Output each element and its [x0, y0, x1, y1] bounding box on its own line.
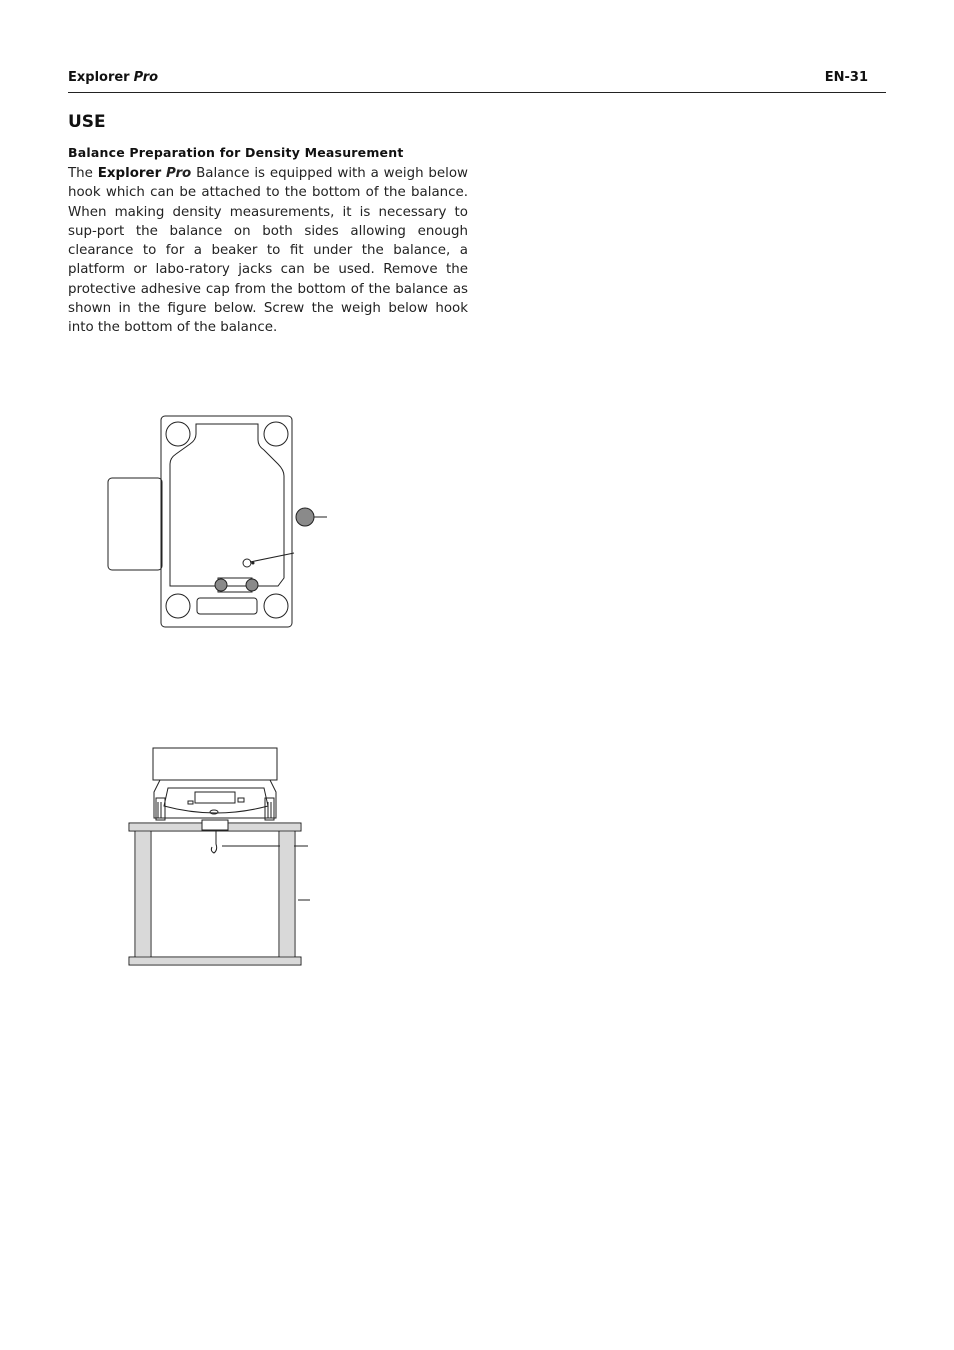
balance-bottom-view-figure — [100, 410, 340, 635]
header-title-italic: Pro — [133, 70, 159, 85]
balance-body — [154, 780, 276, 818]
paragraph-intro: The — [68, 166, 98, 181]
roller-left — [215, 579, 227, 591]
header-title-main: Explorer — [68, 70, 130, 85]
roller-right — [246, 579, 258, 591]
page-number: EN-31 — [824, 70, 868, 85]
foot-top-left — [166, 422, 190, 446]
body-paragraph — [68, 164, 468, 338]
header-title — [68, 70, 158, 85]
paragraph-bold-brand: Explorer — [97, 166, 162, 181]
foot-bottom-left — [166, 594, 190, 618]
base-recess-outline — [170, 424, 284, 586]
adhesive-cap — [296, 508, 314, 526]
panel-key-left — [188, 801, 193, 804]
display-window — [195, 792, 235, 803]
bottom-slot — [197, 598, 257, 614]
hole-leader-line — [250, 553, 294, 562]
balance-base-outline — [161, 416, 292, 627]
subsection-title: Balance Preparation for Density Measurement — [68, 145, 404, 160]
foot-top-right — [264, 422, 288, 446]
side-plate — [108, 478, 162, 570]
balance-on-platform-figure — [120, 740, 320, 975]
hook-hole — [243, 559, 251, 567]
paragraph-italic-brand: Pro — [166, 166, 192, 181]
page-header — [68, 70, 886, 93]
section-title: USE — [68, 112, 106, 132]
panel-key-right — [238, 798, 244, 802]
balance-top-cover — [153, 748, 277, 780]
weigh-below-hook — [211, 830, 216, 853]
paragraph-body: Balance is equipped with a weigh below hook which can be attached to the bottom of the balance. When making density measurements, it is necessary to sup-port the balance on both sides allowing enough clearance to for a beaker to fit under the balance, a platform or labo-ratory jacks can be used. Remove the protective adhesive cap from the bottom of the balance as shown in the figure below. Screw the weigh below hook into the bottom of the balance. — [68, 166, 468, 336]
foot-right — [265, 798, 274, 820]
foot-bottom-right — [264, 594, 288, 618]
